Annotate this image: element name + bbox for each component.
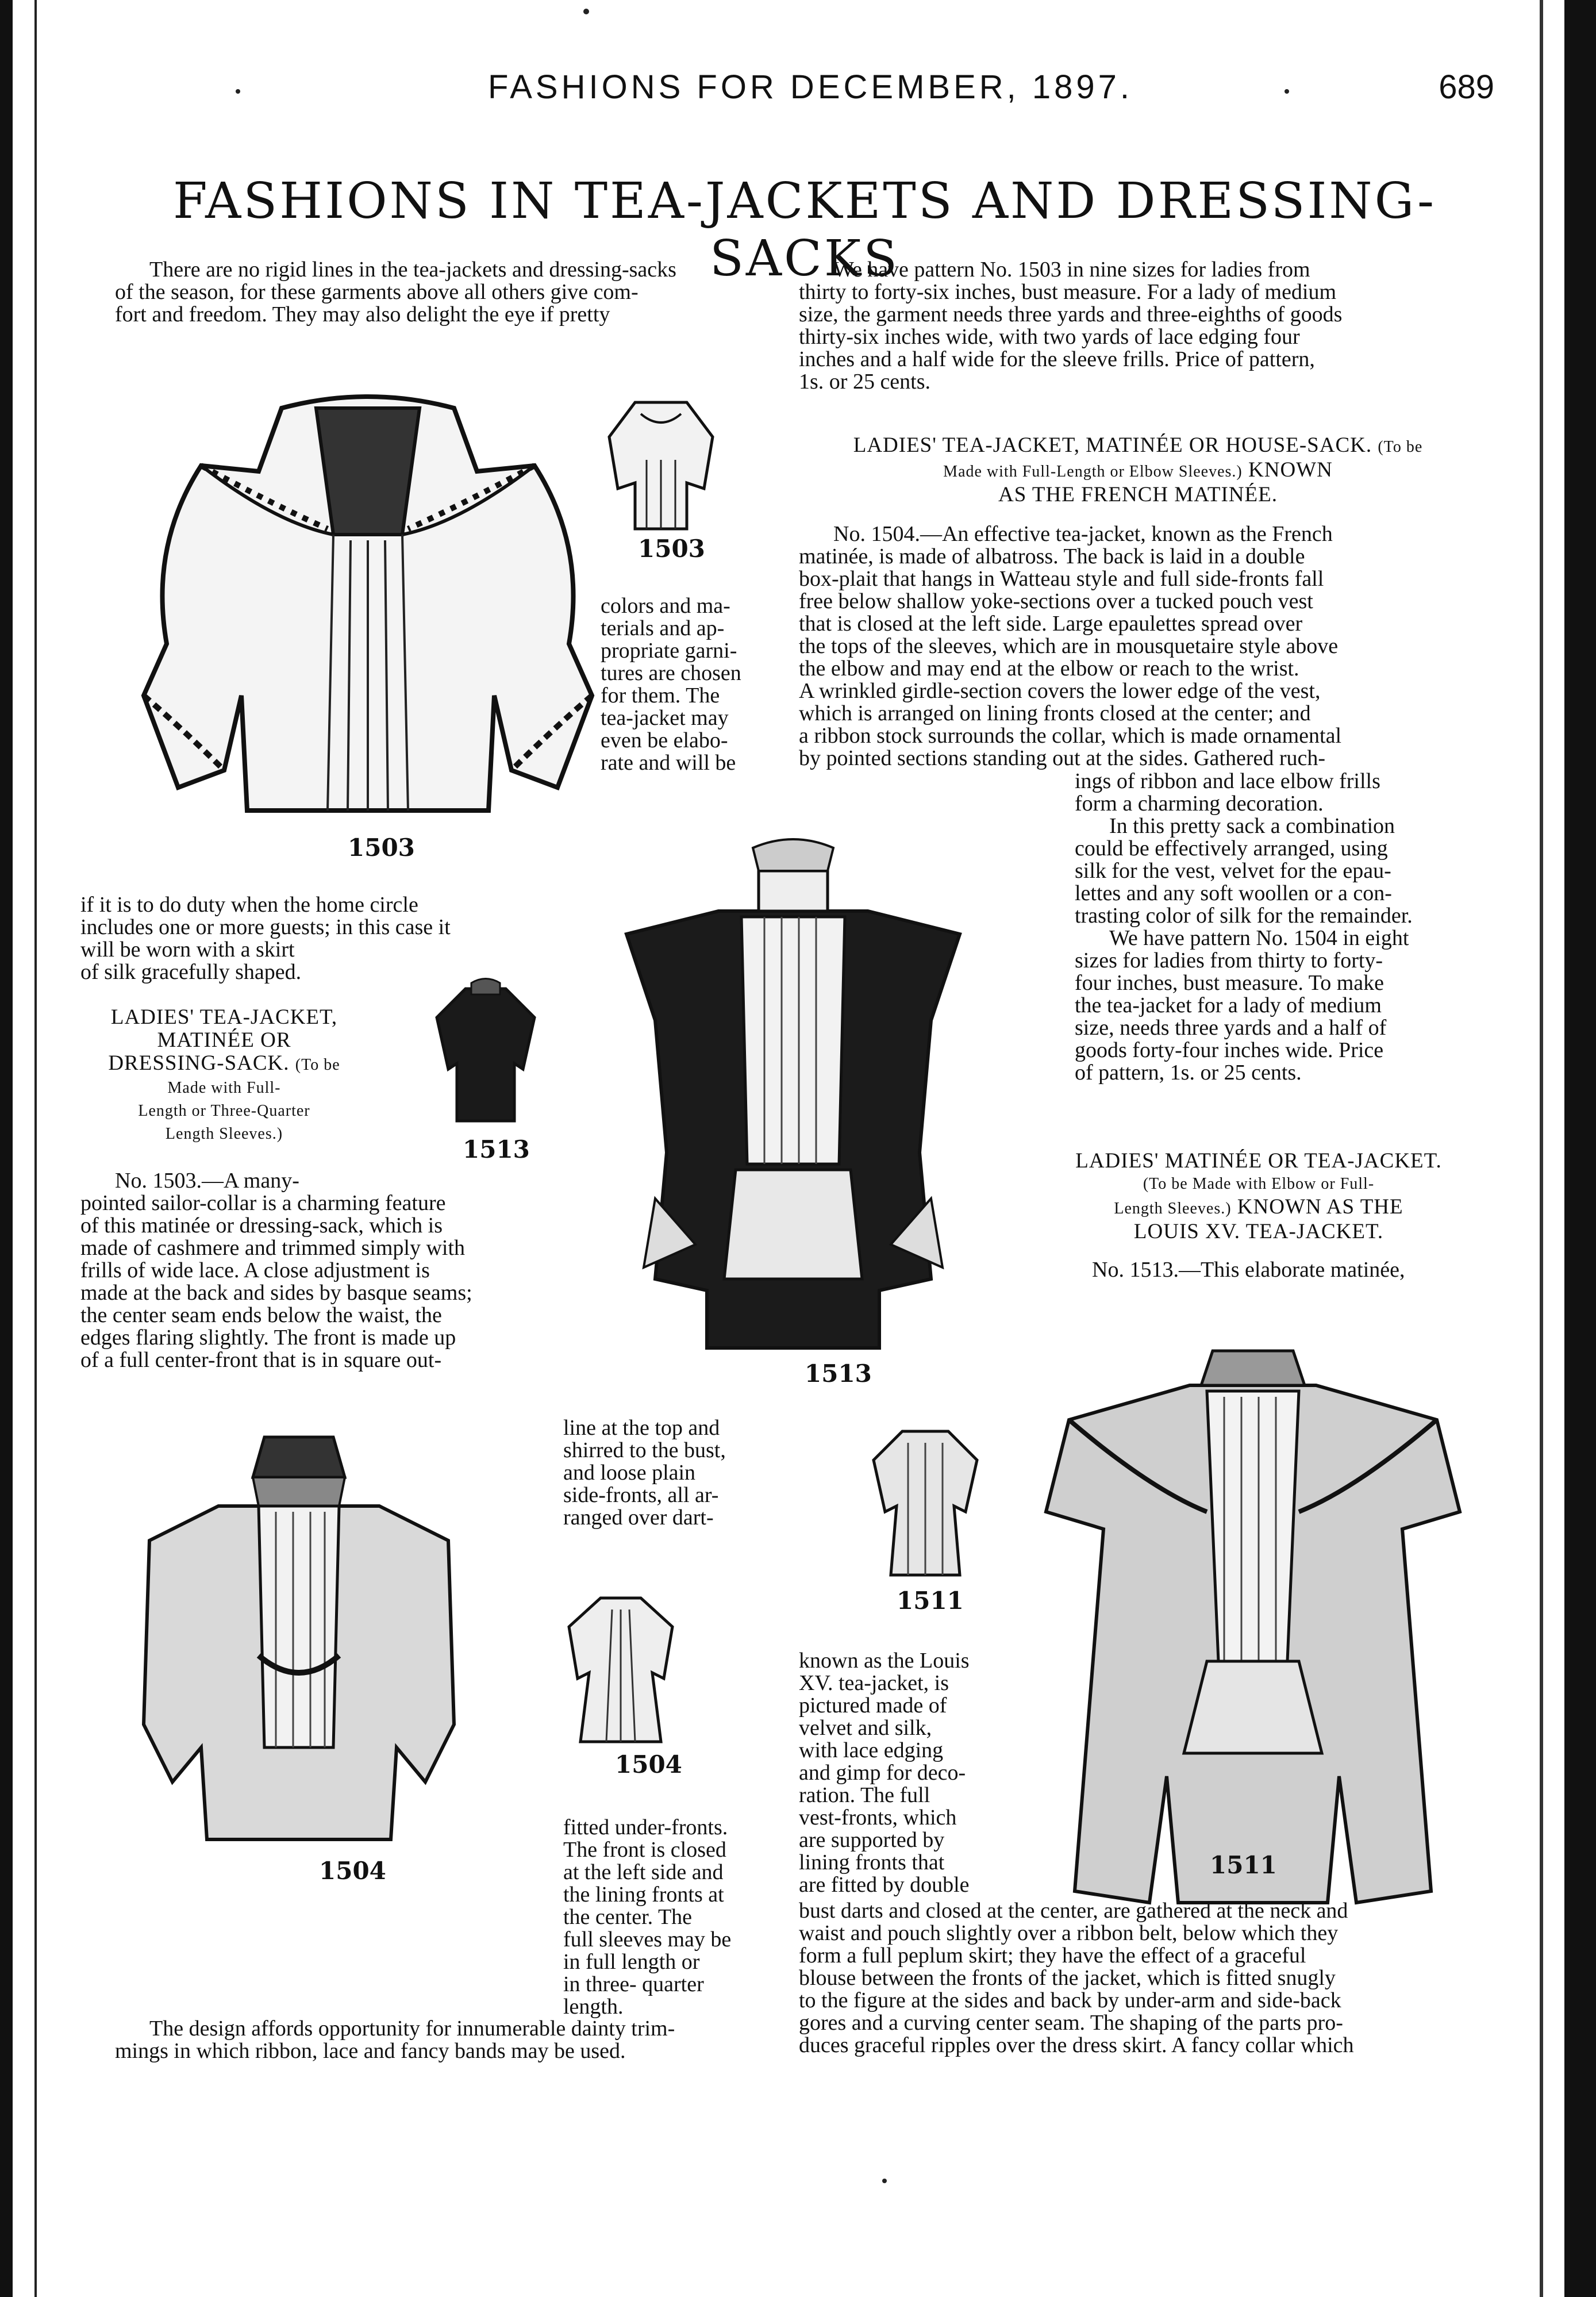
text-line: box-plait that hangs in Watteau style and full side-fronts fall [799, 567, 1324, 591]
tea-jacket-1504-front-drawing [115, 1426, 483, 1857]
text-line: are supported by [799, 1828, 945, 1852]
heading-text: KNOWN [1248, 458, 1333, 482]
text-line: could be effectively arranged, using [1075, 836, 1388, 861]
text-line: shirred to the bust, [563, 1438, 726, 1462]
heading-line: AS THE FRENCH MATINÉE. [998, 483, 1278, 506]
illustration-1511-back [862, 1420, 989, 1587]
scan-speck [1285, 89, 1289, 94]
illustration-1504-front [115, 1426, 483, 1857]
text-line: No. 1503.—A many- [115, 1169, 299, 1193]
text-line: thirty-six inches wide, with two yards of lace edging four [799, 325, 1300, 349]
tea-jacket-1511-back-drawing [862, 1420, 989, 1587]
text-line: in full length or [563, 1950, 700, 1974]
scan-rule-right [1540, 0, 1543, 2297]
text-line: mings in which ribbon, lace and fancy bands may be used. [115, 2039, 626, 2063]
text-line: edges flaring slightly. The front is made up [80, 1326, 456, 1350]
tea-jacket-1513-front-drawing [609, 831, 977, 1359]
heading-text: KNOWN AS THE [1237, 1195, 1403, 1219]
heading-line [799, 459, 1477, 483]
figure-label: 1513 [463, 1135, 530, 1163]
text-line: in three- quarter [563, 1972, 704, 1996]
scan-edge-left [0, 0, 13, 2297]
heading-1504 [799, 434, 1477, 506]
text-line: free below shallow yoke-sections over a tucked pouch vest [799, 589, 1313, 613]
heading-note: (To be Made with Elbow or Full- [1143, 1175, 1375, 1193]
text-line: No. 1504.—An effective tea-jacket, known as the French [833, 522, 1333, 546]
text-line: The front is closed [563, 1838, 726, 1862]
text-line: the tops of the sleeves, which are in mousquetaire style above [799, 634, 1339, 658]
heading-line: MATINÉE OR [157, 1028, 291, 1052]
text-line: tures are chosen [601, 661, 741, 685]
text-line: pointed sailor-collar is a charming feature [80, 1191, 446, 1215]
figure-label: 1511 [897, 1587, 964, 1615]
tea-jacket-1503-drawing [132, 374, 603, 833]
body-1503-narrow [563, 1417, 764, 1529]
text-line: trasting color of silk for the remainder. [1075, 904, 1413, 928]
text-line: the center. The [563, 1905, 693, 1929]
text-line: frills of wide lace. A close adjustment is [80, 1258, 430, 1282]
body-1504 [799, 523, 1477, 770]
text-line: made at the back and sides by basque seams; [80, 1281, 472, 1305]
text-line: of silk gracefully shaped. [80, 960, 302, 984]
text-line: will be worn with a skirt [80, 938, 295, 962]
text-line: are fitted by double [799, 1873, 970, 1897]
body-1503 [80, 1170, 575, 1372]
text-line: full sleeves may be [563, 1927, 732, 1952]
heading-line: LOUIS XV. TEA-JACKET. [1133, 1220, 1384, 1243]
body-1513-narrow [799, 1650, 1000, 1896]
text-line: 1s. or 25 cents. [799, 370, 931, 394]
figure-label: 1511 [1210, 1851, 1277, 1879]
body-1504-narrow [1075, 770, 1477, 1084]
body-1503-lower [563, 1816, 764, 2018]
heading-note: (To be [1378, 438, 1423, 456]
text-line: known as the Louis [799, 1649, 970, 1673]
text-line: thirty to forty-six inches, bust measure. For a lady of medium [799, 280, 1337, 304]
text-line: the elbow and may end at the elbow or reach to the wrist. [799, 656, 1299, 681]
article-title: FASHIONS IN TEA-JACKETS AND DRESSING-SACKS [172, 172, 1437, 287]
text-line: tea-jacket may [601, 706, 729, 730]
text-line: We have pattern No. 1503 in nine sizes for ladies from [833, 258, 1310, 282]
heading-line [1034, 1196, 1483, 1220]
heading-text: DRESSING-SACK. [108, 1051, 290, 1075]
text-line: size, the garment needs three yards and three-eighths of goods [799, 302, 1343, 327]
heading-note: Made with Full-Length or Elbow Sleeves.) [943, 463, 1243, 481]
heading-note: Length Sleeves.) [1114, 1200, 1232, 1217]
tea-jacket-1503-back-drawing [601, 391, 721, 535]
illustration-1513-back [425, 977, 546, 1132]
text-line: velvet and silk, [799, 1716, 932, 1740]
text-line: lining fronts that [799, 1850, 945, 1875]
heading-line [799, 434, 1477, 459]
text-line: the tea-jacket for a lady of medium [1075, 993, 1382, 1017]
text-line: ranged over dart- [563, 1505, 714, 1530]
heading-line [80, 1052, 368, 1077]
intro-paragraph [115, 259, 770, 326]
text-line: a ribbon stock surrounds the collar, which is made ornamental [799, 724, 1342, 748]
text-line: fitted under-fronts. [563, 1815, 728, 1839]
text-line: A wrinkled girdle-section covers the lower edge of the vest, [799, 679, 1321, 703]
figure-label: 1504 [615, 1750, 682, 1779]
intro-narrow-column [601, 595, 773, 774]
text-line: to the figure at the sides and back by under-arm and side-back [799, 1988, 1341, 2012]
text-line: and gimp for deco- [799, 1761, 966, 1785]
text-line: XV. tea-jacket, is [799, 1671, 949, 1695]
text-line: rate and will be [601, 751, 736, 775]
figure-label: 1503 [638, 535, 705, 563]
text-line: made of cashmere and trimmed simply with [80, 1236, 466, 1260]
text-line: There are no rigid lines in the tea-jackets and dressing-sacks [149, 258, 676, 282]
text-line: form a charming decoration. [1075, 792, 1324, 816]
text-line: at the left side and [563, 1860, 724, 1884]
text-line: with lace edging [799, 1738, 944, 1762]
text-line: In this pretty sack a combination [1109, 814, 1395, 838]
heading-line: LADIES' MATINÉE OR TEA-JACKET. [1075, 1149, 1442, 1173]
text-line: inches and a half wide for the sleeve frills. Price of pattern, [799, 347, 1315, 371]
text-line: includes one or more guests; in this case it [80, 915, 451, 939]
text-line: which is arranged on lining fronts closed at the center; and [799, 701, 1311, 725]
text-line: form a full peplum skirt; they have the effect of a graceful [799, 1943, 1306, 1968]
text-line: The design affords opportunity for innumerable dainty trim- [149, 2016, 675, 2041]
heading-1503 [80, 1006, 368, 1146]
scan-rule-left [34, 0, 37, 2297]
body-1513-first-line [1092, 1259, 1483, 1281]
text-line: bust darts and closed at the center, are gathered at the neck and [799, 1899, 1348, 1923]
heading-note: Made with Full- [167, 1079, 281, 1097]
heading-text: LADIES' TEA-JACKET, MATINÉE OR HOUSE-SACK. [853, 433, 1372, 457]
page-number: 689 [1439, 68, 1494, 106]
illustration-1513-front [609, 831, 977, 1359]
tea-jacket-1513-back-drawing [425, 977, 546, 1132]
text-line: four inches, bust measure. To make [1075, 971, 1384, 995]
text-line: and loose plain [563, 1461, 696, 1485]
text-line: if it is to do duty when the home circle [80, 893, 418, 917]
text-line: line at the top and [563, 1416, 720, 1440]
text-line: colors and ma- [601, 594, 730, 618]
text-line: No. 1513.—This elaborate matinée, [1092, 1258, 1405, 1282]
scan-speck [583, 9, 589, 14]
heading-note: (To be [295, 1056, 340, 1074]
intro-continuation [80, 894, 575, 984]
body-1513-wide [799, 1900, 1477, 2057]
illustration-1503-front [132, 374, 603, 833]
heading-note: Length Sleeves.) [165, 1125, 283, 1143]
pattern-1503-note [799, 259, 1477, 393]
text-line: ration. The full [799, 1783, 930, 1807]
text-line: that is closed at the left side. Large epaulettes spread over [799, 612, 1303, 636]
heading-note: Length or Three-Quarter [138, 1102, 310, 1120]
text-line: ings of ribbon and lace elbow frills [1075, 769, 1380, 793]
text-line: size, needs three yards and a half of [1075, 1016, 1387, 1040]
text-line: pictured made of [799, 1693, 947, 1718]
figure-label: 1504 [319, 1857, 386, 1885]
running-head: FASHIONS FOR DECEMBER, 1897. [487, 68, 1133, 106]
tea-jacket-1504-back-drawing [560, 1587, 681, 1747]
text-line: by pointed sections standing out at the sides. Gathered ruch- [799, 746, 1326, 770]
scan-speck [236, 89, 240, 94]
text-line: sizes for ladies from thirty to forty- [1075, 948, 1383, 973]
text-line: gores and a curving center seam. The shaping of the parts pro- [799, 2011, 1343, 2035]
illustration-1503-back [601, 391, 721, 535]
heading-1513 [1034, 1150, 1483, 1243]
text-line: propriate garni- [601, 639, 737, 663]
text-line: fort and freedom. They may also delight the eye if pretty [115, 302, 610, 327]
text-line: blouse between the fronts of the jacket, which is fitted snugly [799, 1966, 1336, 1990]
text-line: of this matinée or dressing-sack, which is [80, 1213, 443, 1238]
text-line: lettes and any soft woollen or a con- [1075, 881, 1392, 905]
text-line: silk for the vest, velvet for the epau- [1075, 859, 1391, 883]
figure-label: 1513 [805, 1359, 872, 1388]
heading-line: LADIES' TEA-JACKET, [110, 1005, 338, 1029]
text-line: vest-fronts, which [799, 1806, 957, 1830]
text-line: waist and pouch slightly over a ribbon belt, below which they [799, 1921, 1339, 1945]
text-line: We have pattern No. 1504 in eight [1109, 926, 1409, 950]
text-line: of the season, for these garments above all others give com- [115, 280, 639, 304]
text-line: the center seam ends below the waist, the [80, 1303, 442, 1327]
text-line: goods forty-four inches wide. Price [1075, 1038, 1384, 1062]
text-line: duces graceful ripples over the dress skirt. A fancy collar which [799, 2033, 1354, 2057]
scan-edge-right [1564, 0, 1596, 2297]
text-line: side-fronts, all ar- [563, 1483, 719, 1507]
text-line: length. [563, 1995, 624, 2019]
text-line: of pattern, 1s. or 25 cents. [1075, 1061, 1302, 1085]
illustration-1504-back [560, 1587, 681, 1747]
text-line: for them. The [601, 683, 720, 708]
text-line: matinée, is made of albatross. The back is laid in a double [799, 544, 1305, 569]
text-line: terials and ap- [601, 616, 725, 640]
body-1503-closing [115, 2018, 764, 2062]
text-line: the lining fronts at [563, 1883, 724, 1907]
scan-speck [882, 2179, 887, 2183]
text-line: even be elabo- [601, 728, 728, 752]
text-line: of a full center-front that is in square out- [80, 1348, 442, 1372]
figure-label: 1503 [348, 833, 415, 862]
